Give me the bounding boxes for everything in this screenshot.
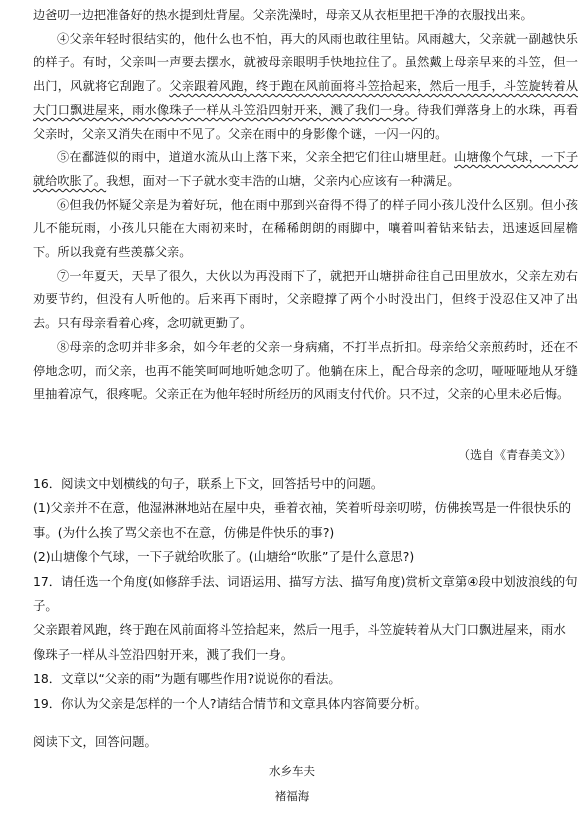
essay-paragraph-8: ⑧母亲的念叨并非多余，如今年老的父亲一身病痛，不打半点折扣。母亲给父亲煎药时，还在不停地念叨，而父亲，也再不能笑呵呵地听她念叨了。他躺在床上，配合母亲的念叨，哑哑哑地从牙缝里抽着凉气，很疼呢。父亲正在为他年轻时所经历的风雨支付代价。只不过，父亲的心里未必后悔。 — [33, 339, 578, 402]
paragraph-4-tail: 待我们弹落身上的水珠，再看父亲时，父亲又消失在雨中不见了。父亲在雨中的身影像个谜，一闪一闪的。 — [33, 102, 579, 141]
essay-text — [33, 4, 578, 407]
question-16-part-1: (1)父亲并不在意，他湿淋淋地站在屋中央，垂着衣袖，笑着听母亲叨唠，仿佛挨骂是一件很快乐的事。(为什么挨了骂父亲也不在意，仿佛是件快乐的事?) — [33, 500, 571, 540]
paragraph-5-lead: ⑤在鄱涟似的雨中，道道水流从山上落下来，父亲全把它们往山塘里赶。 — [57, 150, 455, 165]
wavy-underlined-sentence-2: 山塘像个气球，一下子就给吹胀了。 — [33, 150, 579, 188]
essay-paragraph-6: ⑥但我仍怀疑父亲是为着好玩，他在雨中那到兴奋得不得了的样子同小孩儿没什么区别。但小孩儿不能玩雨，小孩儿只能在大雨初来时，在稀稀朗朗的雨脚中，嚷着叫着钻来钻去，迅速返回屋檐下。所以我竟有些羡慕父亲。 — [33, 197, 578, 260]
paragraph-5-tail: 我想，面对一下子就水变丰浩的山塘，父亲内心应该有一种满足。 — [106, 173, 460, 188]
essay-paragraph-7: ⑦一年夏天，天旱了很久，大伙以为再没雨下了，就把开山塘拼命往自己田里放水，父亲左劝右劝要节约，但没有人听他的。后来再下雨时，父亲瞪撑了两个小时没出门，但终于没忍住又冲了出去。只有母亲看着心疼，念叨就更勤了。 — [33, 268, 578, 331]
essay-source: （选自《青春美文》） — [457, 448, 572, 462]
question-18: 18．文章以“父亲的雨”为题有哪些作用?说说你的看法。 — [33, 671, 341, 687]
question-16-part-2: (2)山塘像个气球，一下子就给吹胀了。(山塘给“吹胀”了是什么意思?) — [33, 549, 415, 565]
question-19: 19．你认为父亲是怎样的一个人?请结合情节和文章具体内容简要分析。 — [33, 695, 428, 711]
wavy-underlined-sentence: 父亲跟着风跑，终于跑在风前面将斗笠拾起来，然后一甩手，斗笠旋转着从大门口飘进屋来，雨水像珠子一样从斗笠沿四射开来，溅了我们一身。 — [33, 79, 579, 117]
question-17-quote: 父亲跟着风跑，终于跑在风前面将斗笠拾起来，然后一甩手，斗笠旋转着从大门口飘进屋来，雨水像珠子一样从斗笠沿四射开来，溅了我们一身。 — [33, 622, 566, 662]
essay-paragraph-5 — [33, 146, 578, 193]
essay-paragraph-4 — [33, 28, 578, 147]
paragraph-4-lead: ④父亲年轻时很结实的，他什么也不怕，再大的风雨也敢往里钻。风雨越大，父亲就一副越快乐的样子。有时，父亲叫一声要去摆水，就被母亲眼明手快地拉住了。虽然戴上母亲早来的斗笠，但一出门，风就将它刮跑了。 — [33, 31, 578, 94]
next-essay-title: 水乡车夫 — [269, 764, 315, 778]
question-list — [33, 472, 578, 716]
question-16: 16．阅读文中划横线的句子，联系上下文，回答括号中的问题。 — [33, 476, 384, 491]
question-17: 17．请任选一个角度(如修辞手法、词语运用、描写方法、描写角度)赏析文章第④段中划波浪线的句子。 — [33, 573, 578, 614]
next-reading-instruction: 阅读下文，回答问题。 — [33, 734, 157, 749]
essay-paragraph-3-end: 边爸叨一边把准备好的热水提到灶背屋。父亲洗澡时，母亲又从衣柜里把干净的衣服找出来。 — [33, 8, 533, 22]
next-essay-author: 褚福海 — [274, 789, 310, 803]
